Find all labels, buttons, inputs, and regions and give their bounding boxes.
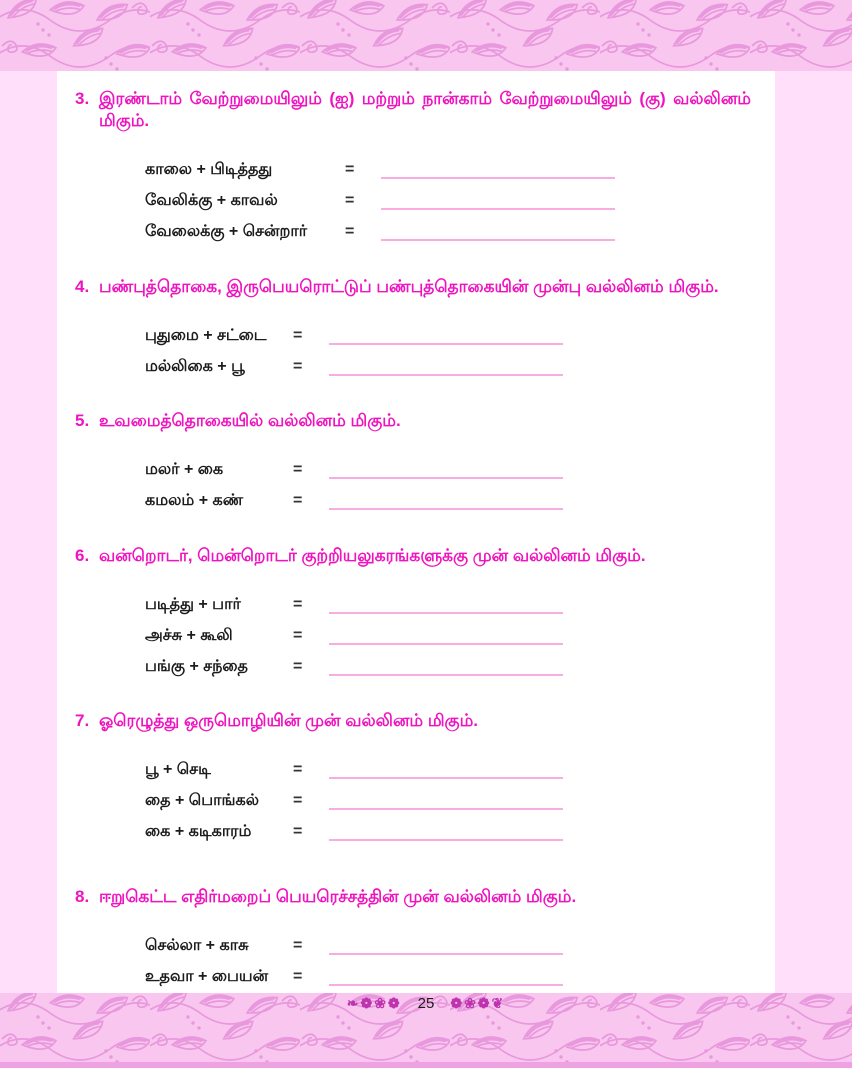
footer-ornament-left-icon: ❧❁❀❁ xyxy=(346,995,402,1011)
exercise-row xyxy=(145,961,755,992)
answer-blank-line xyxy=(329,612,563,614)
exercise-section xyxy=(75,710,755,847)
section-heading xyxy=(75,545,755,567)
decorative-border-bottom xyxy=(0,993,852,1068)
answer-blank-line xyxy=(381,177,615,179)
answer-blank-line xyxy=(329,508,563,510)
exercise-row xyxy=(145,486,755,517)
equals-sign: = xyxy=(345,192,355,210)
exercise-row xyxy=(145,320,755,351)
section-rows xyxy=(75,930,755,992)
exercise-row xyxy=(145,589,755,620)
section-rows xyxy=(75,755,755,848)
section-number: 6. xyxy=(75,545,90,565)
answer-blank-line xyxy=(381,208,615,210)
exercise-section xyxy=(75,410,755,516)
section-rows xyxy=(75,589,755,682)
answer-blank-line xyxy=(329,808,563,810)
word-pair: படித்து + பார் xyxy=(145,595,241,613)
answer-blank-line xyxy=(329,374,563,376)
equals-sign: = xyxy=(293,967,303,985)
word-pair: கமலம் + கண் xyxy=(145,492,244,510)
page-footer xyxy=(0,995,852,1012)
word-pair: பங்கு + சந்தை xyxy=(145,657,248,675)
content-panel xyxy=(57,71,775,993)
section-rows xyxy=(75,320,755,382)
decorative-border-top xyxy=(0,0,852,71)
section-number: 5. xyxy=(75,411,90,431)
section-heading xyxy=(75,710,755,732)
equals-sign: = xyxy=(345,161,355,179)
exercise-row xyxy=(145,651,755,682)
exercise-row xyxy=(145,217,755,248)
word-pair: காலை + பிடித்தது xyxy=(145,161,273,179)
page-number: 25 xyxy=(417,995,435,1012)
word-pair: செல்லா + காசு xyxy=(145,936,249,954)
equals-sign: = xyxy=(293,792,303,810)
section-number: 4. xyxy=(75,276,90,296)
answer-blank-line xyxy=(329,984,563,986)
answer-blank-line xyxy=(329,674,563,676)
exercise-row xyxy=(145,930,755,961)
exercise-row xyxy=(145,455,755,486)
section-rule-text: உவமைத்தொகையில் வல்லினம் மிகும். xyxy=(99,411,401,431)
exercise-row xyxy=(145,620,755,651)
word-pair: வேலிக்கு + காவல் xyxy=(145,192,278,210)
section-rule-text: ஈறுகெட்ட எதிர்மறைப் பெயரெச்சத்தின் முன் வல்லினம் மிகும். xyxy=(99,886,577,906)
section-number: 8. xyxy=(75,886,90,906)
exercise-list xyxy=(75,88,755,992)
section-number: 3. xyxy=(75,89,90,108)
section-number: 7. xyxy=(75,711,90,731)
exercise-section xyxy=(75,545,755,682)
section-rule-text: இரண்டாம் வேற்றுமையிலும் (ஐ) மற்றும் நான்காம் வேற்றுமையிலும் (கு) வல்லினம் மிகும். xyxy=(99,89,751,131)
exercise-section xyxy=(75,88,755,248)
equals-sign: = xyxy=(293,357,303,375)
section-rule-text: வன்றொடர், மென்றொடர் குற்றியலுகரங்களுக்கு முன் வல்லினம் மிகும். xyxy=(99,545,646,565)
border-bottom-edge xyxy=(0,1062,852,1068)
exercise-row xyxy=(145,786,755,817)
word-pair: மலர் + கை xyxy=(145,461,224,479)
word-pair: பூ + செடி xyxy=(145,761,211,779)
word-pair: புதுமை + சட்டை xyxy=(145,326,267,344)
answer-blank-line xyxy=(329,477,563,479)
answer-blank-line xyxy=(329,777,563,779)
word-pair: உதவா + பையன் xyxy=(145,967,269,985)
answer-blank-line xyxy=(329,643,563,645)
equals-sign: = xyxy=(293,761,303,779)
section-rule-text: ஓரெழுத்து ஒருமொழியின் முன் வல்லினம் மிகும். xyxy=(99,711,478,731)
right-margin xyxy=(775,71,852,993)
equals-sign: = xyxy=(345,223,355,241)
exercise-row xyxy=(145,351,755,382)
exercise-row xyxy=(145,186,755,217)
equals-sign: = xyxy=(293,626,303,644)
equals-sign: = xyxy=(293,461,303,479)
equals-sign: = xyxy=(293,492,303,510)
answer-blank-line xyxy=(329,343,563,345)
equals-sign: = xyxy=(293,936,303,954)
exercise-section xyxy=(75,276,755,382)
section-heading xyxy=(75,276,755,298)
footer-ornament-right-icon: ❁❀❁❦ xyxy=(450,995,506,1011)
equals-sign: = xyxy=(293,657,303,675)
left-margin xyxy=(0,71,57,993)
section-rows xyxy=(75,455,755,517)
equals-sign: = xyxy=(293,823,303,841)
exercise-row xyxy=(145,755,755,786)
exercise-row xyxy=(145,155,755,186)
section-heading xyxy=(75,410,755,432)
equals-sign: = xyxy=(293,326,303,344)
exercise-row xyxy=(145,817,755,848)
word-pair: அச்சு + கூலி xyxy=(145,626,233,644)
section-rows xyxy=(75,155,755,248)
word-pair: கை + கடிகாரம் xyxy=(145,823,252,841)
answer-blank-line xyxy=(329,839,563,841)
section-heading xyxy=(75,886,755,908)
exercise-section xyxy=(75,886,755,992)
equals-sign: = xyxy=(293,595,303,613)
word-pair: மல்லிகை + பூ xyxy=(145,357,245,375)
answer-blank-line xyxy=(381,239,615,241)
section-heading xyxy=(75,88,755,133)
section-rule-text: பண்புத்தொகை, இருபெயரொட்டுப் பண்புத்தொகையின் முன்பு வல்லினம் மிகும். xyxy=(99,276,719,296)
answer-blank-line xyxy=(329,953,563,955)
word-pair: தை + பொங்கல் xyxy=(145,792,260,810)
word-pair: வேலைக்கு + சென்றார் xyxy=(145,223,308,241)
